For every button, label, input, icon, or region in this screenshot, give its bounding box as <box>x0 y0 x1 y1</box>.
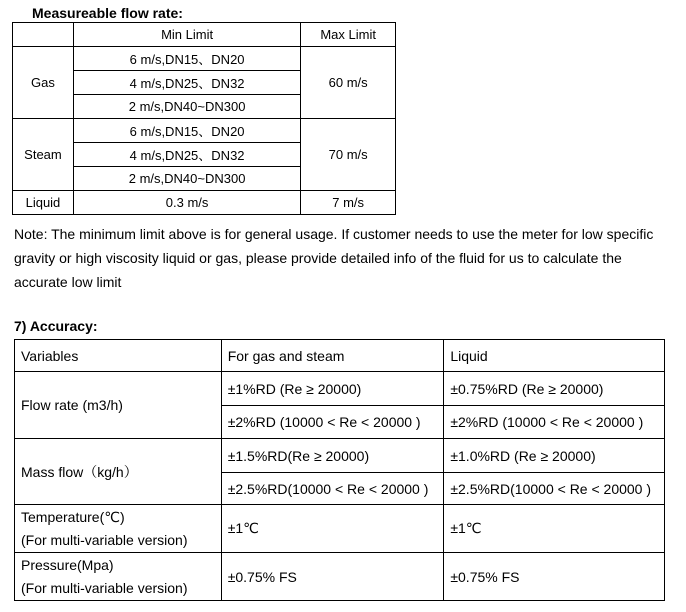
gas-label: Gas <box>13 47 74 119</box>
accuracy-heading: 7) Accuracy: <box>14 318 98 334</box>
steam-min-3: 2 m/s,DN40~DN300 <box>73 167 300 191</box>
flow-rate-heading: Measureable flow rate: <box>32 5 183 21</box>
flow-rate-gas-2: ±2%RD (10000 < Re < 20000 ) <box>221 406 444 439</box>
mass-flow-liquid-2: ±2.5%RD(10000 < Re < 20000 ) <box>444 473 665 505</box>
table-row <box>15 340 665 372</box>
gas-min-3: 2 m/s,DN40~DN300 <box>73 95 300 119</box>
pressure-liquid: ±0.75% FS <box>444 553 665 601</box>
note-text: Note: The minimum limit above is for general usage. If customer needs to use the meter for low specific gravity or high viscosity liquid or gas, please provide detailed info of the fluid for us to calculate the accurate low limit <box>14 226 654 290</box>
accuracy-table <box>14 339 665 601</box>
table-row <box>15 553 665 601</box>
header-liquid: Liquid <box>444 340 665 372</box>
table-row <box>15 439 665 473</box>
liquid-min: 0.3 m/s <box>73 191 300 215</box>
steam-min-1: 6 m/s,DN15、DN20 <box>73 119 300 143</box>
table-row <box>13 191 396 215</box>
flow-rate-liquid-1: ±0.75%RD (Re ≥ 20000) <box>444 372 665 406</box>
table-row <box>15 505 665 553</box>
liquid-label: Liquid <box>13 191 74 215</box>
header-min-limit: Min Limit <box>73 23 300 47</box>
temperature-label-line-2: (For multi-variable version) <box>21 531 188 548</box>
mass-flow-label: Mass flow（kg/h） <box>15 439 222 505</box>
temperature-gas: ±1℃ <box>221 505 444 553</box>
steam-min-2: 4 m/s,DN25、DN32 <box>73 143 300 167</box>
temperature-label <box>15 505 222 553</box>
header-max-limit: Max Limit <box>301 23 396 47</box>
table-row <box>13 119 396 143</box>
gas-min-1: 6 m/s,DN15、DN20 <box>73 47 300 71</box>
mass-flow-liquid-1: ±1.0%RD (Re ≥ 20000) <box>444 439 665 473</box>
flow-rate-label: Flow rate (m3/h) <box>15 372 222 439</box>
mass-flow-gas-1: ±1.5%RD(Re ≥ 20000) <box>221 439 444 473</box>
header-gas-steam: For gas and steam <box>221 340 444 372</box>
temperature-liquid: ±1℃ <box>444 505 665 553</box>
header-blank <box>13 23 74 47</box>
gas-max: 60 m/s <box>301 47 396 119</box>
flow-rate-gas-1: ±1%RD (Re ≥ 20000) <box>221 372 444 406</box>
steam-max: 70 m/s <box>301 119 396 191</box>
liquid-max: 7 m/s <box>301 191 396 215</box>
pressure-label-line-1: Pressure(Mpa) <box>21 556 114 573</box>
pressure-label-line-2: (For multi-variable version) <box>21 579 188 596</box>
table-row <box>15 372 665 406</box>
flow-rate-liquid-2: ±2%RD (10000 < Re < 20000 ) <box>444 406 665 439</box>
steam-label: Steam <box>13 119 74 191</box>
table-row <box>13 23 396 47</box>
mass-flow-gas-2: ±2.5%RD(10000 < Re < 20000 ) <box>221 473 444 505</box>
gas-min-2: 4 m/s,DN25、DN32 <box>73 71 300 95</box>
table-row <box>13 47 396 71</box>
header-variables: Variables <box>15 340 222 372</box>
pressure-label <box>15 553 222 601</box>
flow-rate-table <box>12 22 396 215</box>
pressure-gas: ±0.75% FS <box>221 553 444 601</box>
temperature-label-line-1: Temperature(℃) <box>21 508 125 525</box>
